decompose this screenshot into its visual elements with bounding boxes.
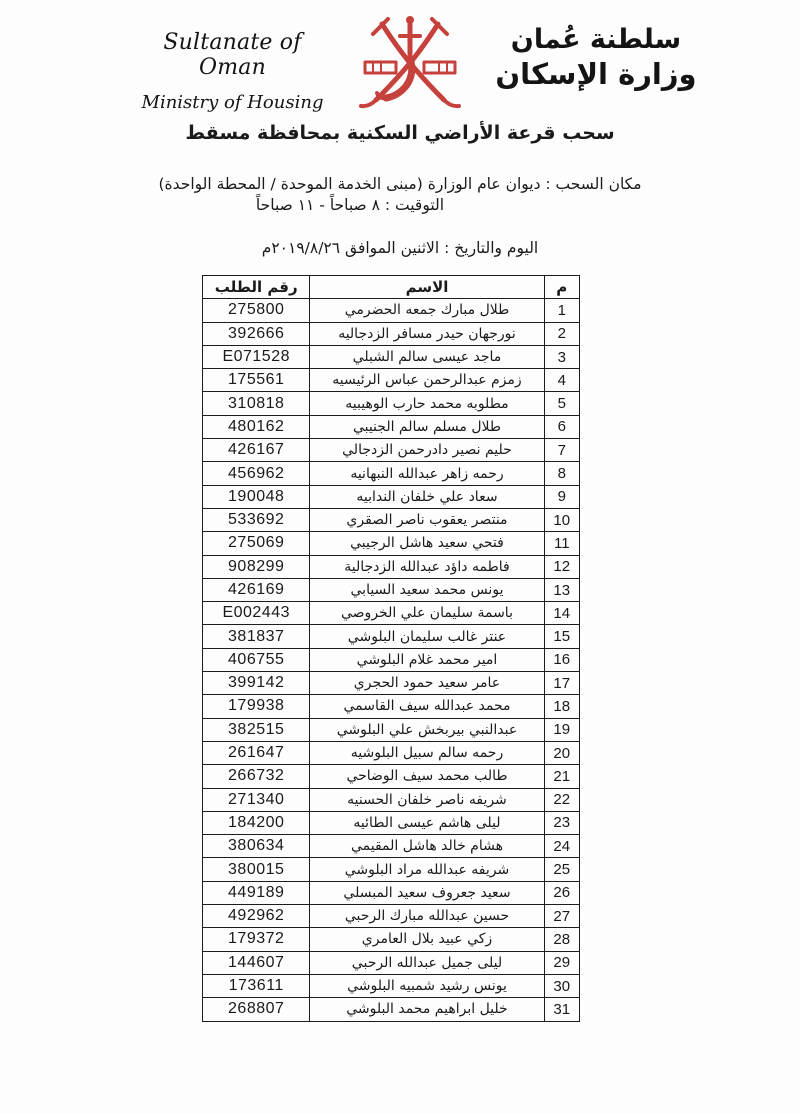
serial-number-cell: 11 <box>544 532 579 555</box>
request-number-cell: 908299 <box>203 555 310 578</box>
applicant-name-cell: عامر سعيد حمود الحجري <box>310 672 544 695</box>
table-row <box>203 835 580 858</box>
serial-number-cell: 9 <box>544 485 579 508</box>
document-title: سحب قرعة الأراضي السكنية بمحافظة مسقط <box>185 122 615 144</box>
table-row <box>203 905 580 928</box>
serial-number-cell: 3 <box>544 345 579 368</box>
request-number-cell: 406755 <box>203 648 310 671</box>
oman-national-emblem-icon <box>352 14 468 116</box>
request-number-cell: 268807 <box>203 998 310 1021</box>
request-number-cell: 392666 <box>203 322 310 345</box>
table-row <box>203 625 580 648</box>
serial-number-cell: 24 <box>544 835 579 858</box>
request-number-cell: 456962 <box>203 462 310 485</box>
request-number-cell: 380634 <box>203 835 310 858</box>
table-row <box>203 439 580 462</box>
applicant-name-cell: حليم نصير دادرحمن الزدجالي <box>310 439 544 462</box>
applicant-name-cell: رحمه زاهر عبدالله النبهانيه <box>310 462 544 485</box>
table-row <box>203 718 580 741</box>
applicant-name-cell: يونس محمد سعيد السيابي <box>310 578 544 601</box>
serial-number-cell: 18 <box>544 695 579 718</box>
serial-number-cell: 14 <box>544 602 579 625</box>
org-en-line2: Ministry of Housing <box>141 92 324 113</box>
serial-number-cell: 13 <box>544 578 579 601</box>
applicant-name-cell: شريفه ناصر خلفان الحسنيه <box>310 788 544 811</box>
table-row <box>203 369 580 392</box>
request-number-cell: 533692 <box>203 508 310 531</box>
org-en-line1: Sultanate of Oman <box>163 30 302 80</box>
org-name-english <box>135 14 330 113</box>
applicant-name-cell: شريفه عبدالله مراد البلوشي <box>310 858 544 881</box>
column-header-name: الاسم <box>310 276 544 299</box>
column-header-serial: م <box>544 276 579 299</box>
table-row <box>203 672 580 695</box>
serial-number-cell: 2 <box>544 322 579 345</box>
request-number-cell: 179938 <box>203 695 310 718</box>
serial-number-cell: 21 <box>544 765 579 788</box>
table-row <box>203 392 580 415</box>
request-number-cell: 380015 <box>203 858 310 881</box>
draw-location-line: مكان السحب : ديوان عام الوزارة (مبنى الخدمة الموحدة / المحطة الواحدة) <box>158 175 642 193</box>
request-number-cell: 144607 <box>203 951 310 974</box>
serial-number-cell: 1 <box>544 299 579 322</box>
serial-number-cell: 16 <box>544 648 579 671</box>
applicant-name-cell: حسين عبدالله مبارك الرحبي <box>310 905 544 928</box>
applicant-name-cell: ليلى هاشم عيسى الطائيه <box>310 811 544 834</box>
table-row <box>203 578 580 601</box>
lottery-table <box>202 275 580 1022</box>
serial-number-cell: 30 <box>544 974 579 997</box>
applicant-name-cell: زكي عبيد بلال العامري <box>310 928 544 951</box>
serial-number-cell: 10 <box>544 508 579 531</box>
serial-number-cell: 19 <box>544 718 579 741</box>
request-number-cell: 426167 <box>203 439 310 462</box>
request-number-cell: 266732 <box>203 765 310 788</box>
request-number-cell: 310818 <box>203 392 310 415</box>
request-number-cell: 173611 <box>203 974 310 997</box>
serial-number-cell: 15 <box>544 625 579 648</box>
serial-number-cell: 23 <box>544 811 579 834</box>
serial-number-cell: 7 <box>544 439 579 462</box>
applicant-name-cell: فتحي سعيد هاشل الرجيبي <box>310 532 544 555</box>
serial-number-cell: 12 <box>544 555 579 578</box>
applicant-name-cell: سعاد علي خلفان الندابيه <box>310 485 544 508</box>
request-number-cell: 399142 <box>203 672 310 695</box>
applicant-name-cell: مطلوبه محمد حارب الوهيبيه <box>310 392 544 415</box>
table-row <box>203 928 580 951</box>
serial-number-cell: 20 <box>544 741 579 764</box>
applicant-name-cell: خليل ابراهيم محمد البلوشي <box>310 998 544 1021</box>
applicant-name-cell: فاطمه داؤد عبدالله الزدجالية <box>310 555 544 578</box>
table-row <box>203 602 580 625</box>
table-row <box>203 788 580 811</box>
serial-number-cell: 26 <box>544 881 579 904</box>
request-number-cell: 261647 <box>203 741 310 764</box>
serial-number-cell: 29 <box>544 951 579 974</box>
serial-number-cell: 31 <box>544 998 579 1021</box>
table-row <box>203 299 580 322</box>
serial-number-cell: 17 <box>544 672 579 695</box>
table-row <box>203 695 580 718</box>
org-ar-line1: سلطنة عُمان <box>510 24 682 55</box>
request-number-cell: 480162 <box>203 415 310 438</box>
table-row <box>203 974 580 997</box>
serial-number-cell: 25 <box>544 858 579 881</box>
serial-number-cell: 22 <box>544 788 579 811</box>
table-row <box>203 508 580 531</box>
serial-number-cell: 8 <box>544 462 579 485</box>
request-number-cell: 426169 <box>203 578 310 601</box>
table-row <box>203 532 580 555</box>
applicant-name-cell: ماجد عيسى سالم الشبلي <box>310 345 544 368</box>
request-number-cell: 175561 <box>203 369 310 392</box>
serial-number-cell: 5 <box>544 392 579 415</box>
request-number-cell: 381837 <box>203 625 310 648</box>
applicant-name-cell: عبدالنبي بيربخش علي البلوشي <box>310 718 544 741</box>
applicant-name-cell: باسمة سليمان علي الخروصي <box>310 602 544 625</box>
applicant-name-cell: امير محمد غلام البلوشي <box>310 648 544 671</box>
applicant-name-cell: يونس رشيد شمبيه البلوشي <box>310 974 544 997</box>
request-number-cell: E002443 <box>203 602 310 625</box>
serial-number-cell: 4 <box>544 369 579 392</box>
event-info <box>0 174 800 216</box>
applicant-name-cell: رحمه سالم سبيل البلوشيه <box>310 741 544 764</box>
table-row <box>203 648 580 671</box>
request-number-cell: 275800 <box>203 299 310 322</box>
table-row <box>203 322 580 345</box>
request-number-cell: 271340 <box>203 788 310 811</box>
serial-number-cell: 6 <box>544 415 579 438</box>
column-header-request-number: رقم الطلب <box>203 276 310 299</box>
applicant-name-cell: زمزم عبدالرحمن عباس الرئيسيه <box>310 369 544 392</box>
draw-date-line: اليوم والتاريخ : الاثنين الموافق ٢٠١٩/٨/٢٦م <box>261 239 539 257</box>
table-row <box>203 485 580 508</box>
letterhead <box>0 0 800 116</box>
applicant-name-cell: هشام خالد هاشل المقيمي <box>310 835 544 858</box>
serial-number-cell: 28 <box>544 928 579 951</box>
table-row <box>203 951 580 974</box>
applicant-name-cell: طلال مبارك جمعه الحضرمي <box>310 299 544 322</box>
request-number-cell: 179372 <box>203 928 310 951</box>
applicant-name-cell: ليلى جميل عبدالله الرحبي <box>310 951 544 974</box>
table-row <box>203 345 580 368</box>
serial-number-cell: 27 <box>544 905 579 928</box>
table-row <box>203 765 580 788</box>
applicant-name-cell: سعيد جعروف سعيد المبسلي <box>310 881 544 904</box>
table-row <box>203 858 580 881</box>
request-number-cell: E071528 <box>203 345 310 368</box>
table-row <box>203 462 580 485</box>
applicant-name-cell: طلال مسلم سالم الجنيبي <box>310 415 544 438</box>
request-number-cell: 492962 <box>203 905 310 928</box>
org-name-arabic <box>484 14 708 92</box>
applicant-name-cell: نورجهان حيدر مسافر الزدجاليه <box>310 322 544 345</box>
request-number-cell: 190048 <box>203 485 310 508</box>
table-row <box>203 415 580 438</box>
applicant-name-cell: منتصر يعقوب ناصر الصقري <box>310 508 544 531</box>
request-number-cell: 382515 <box>203 718 310 741</box>
request-number-cell: 275069 <box>203 532 310 555</box>
table-row <box>203 881 580 904</box>
draw-time-line: التوقيت : ٨ صباحاً - ١١ صباحاً <box>255 196 445 214</box>
request-number-cell: 449189 <box>203 881 310 904</box>
table-row <box>203 998 580 1021</box>
applicant-name-cell: عنتر غالب سليمان البلوشي <box>310 625 544 648</box>
table-header-row <box>203 276 580 299</box>
applicant-name-cell: طالب محمد سيف الوضاحي <box>310 765 544 788</box>
applicant-name-cell: محمد عبدالله سيف القاسمي <box>310 695 544 718</box>
table-row <box>203 741 580 764</box>
table-row <box>203 555 580 578</box>
org-ar-line2: وزارة الإسكان <box>495 57 697 91</box>
table-row <box>203 811 580 834</box>
request-number-cell: 184200 <box>203 811 310 834</box>
